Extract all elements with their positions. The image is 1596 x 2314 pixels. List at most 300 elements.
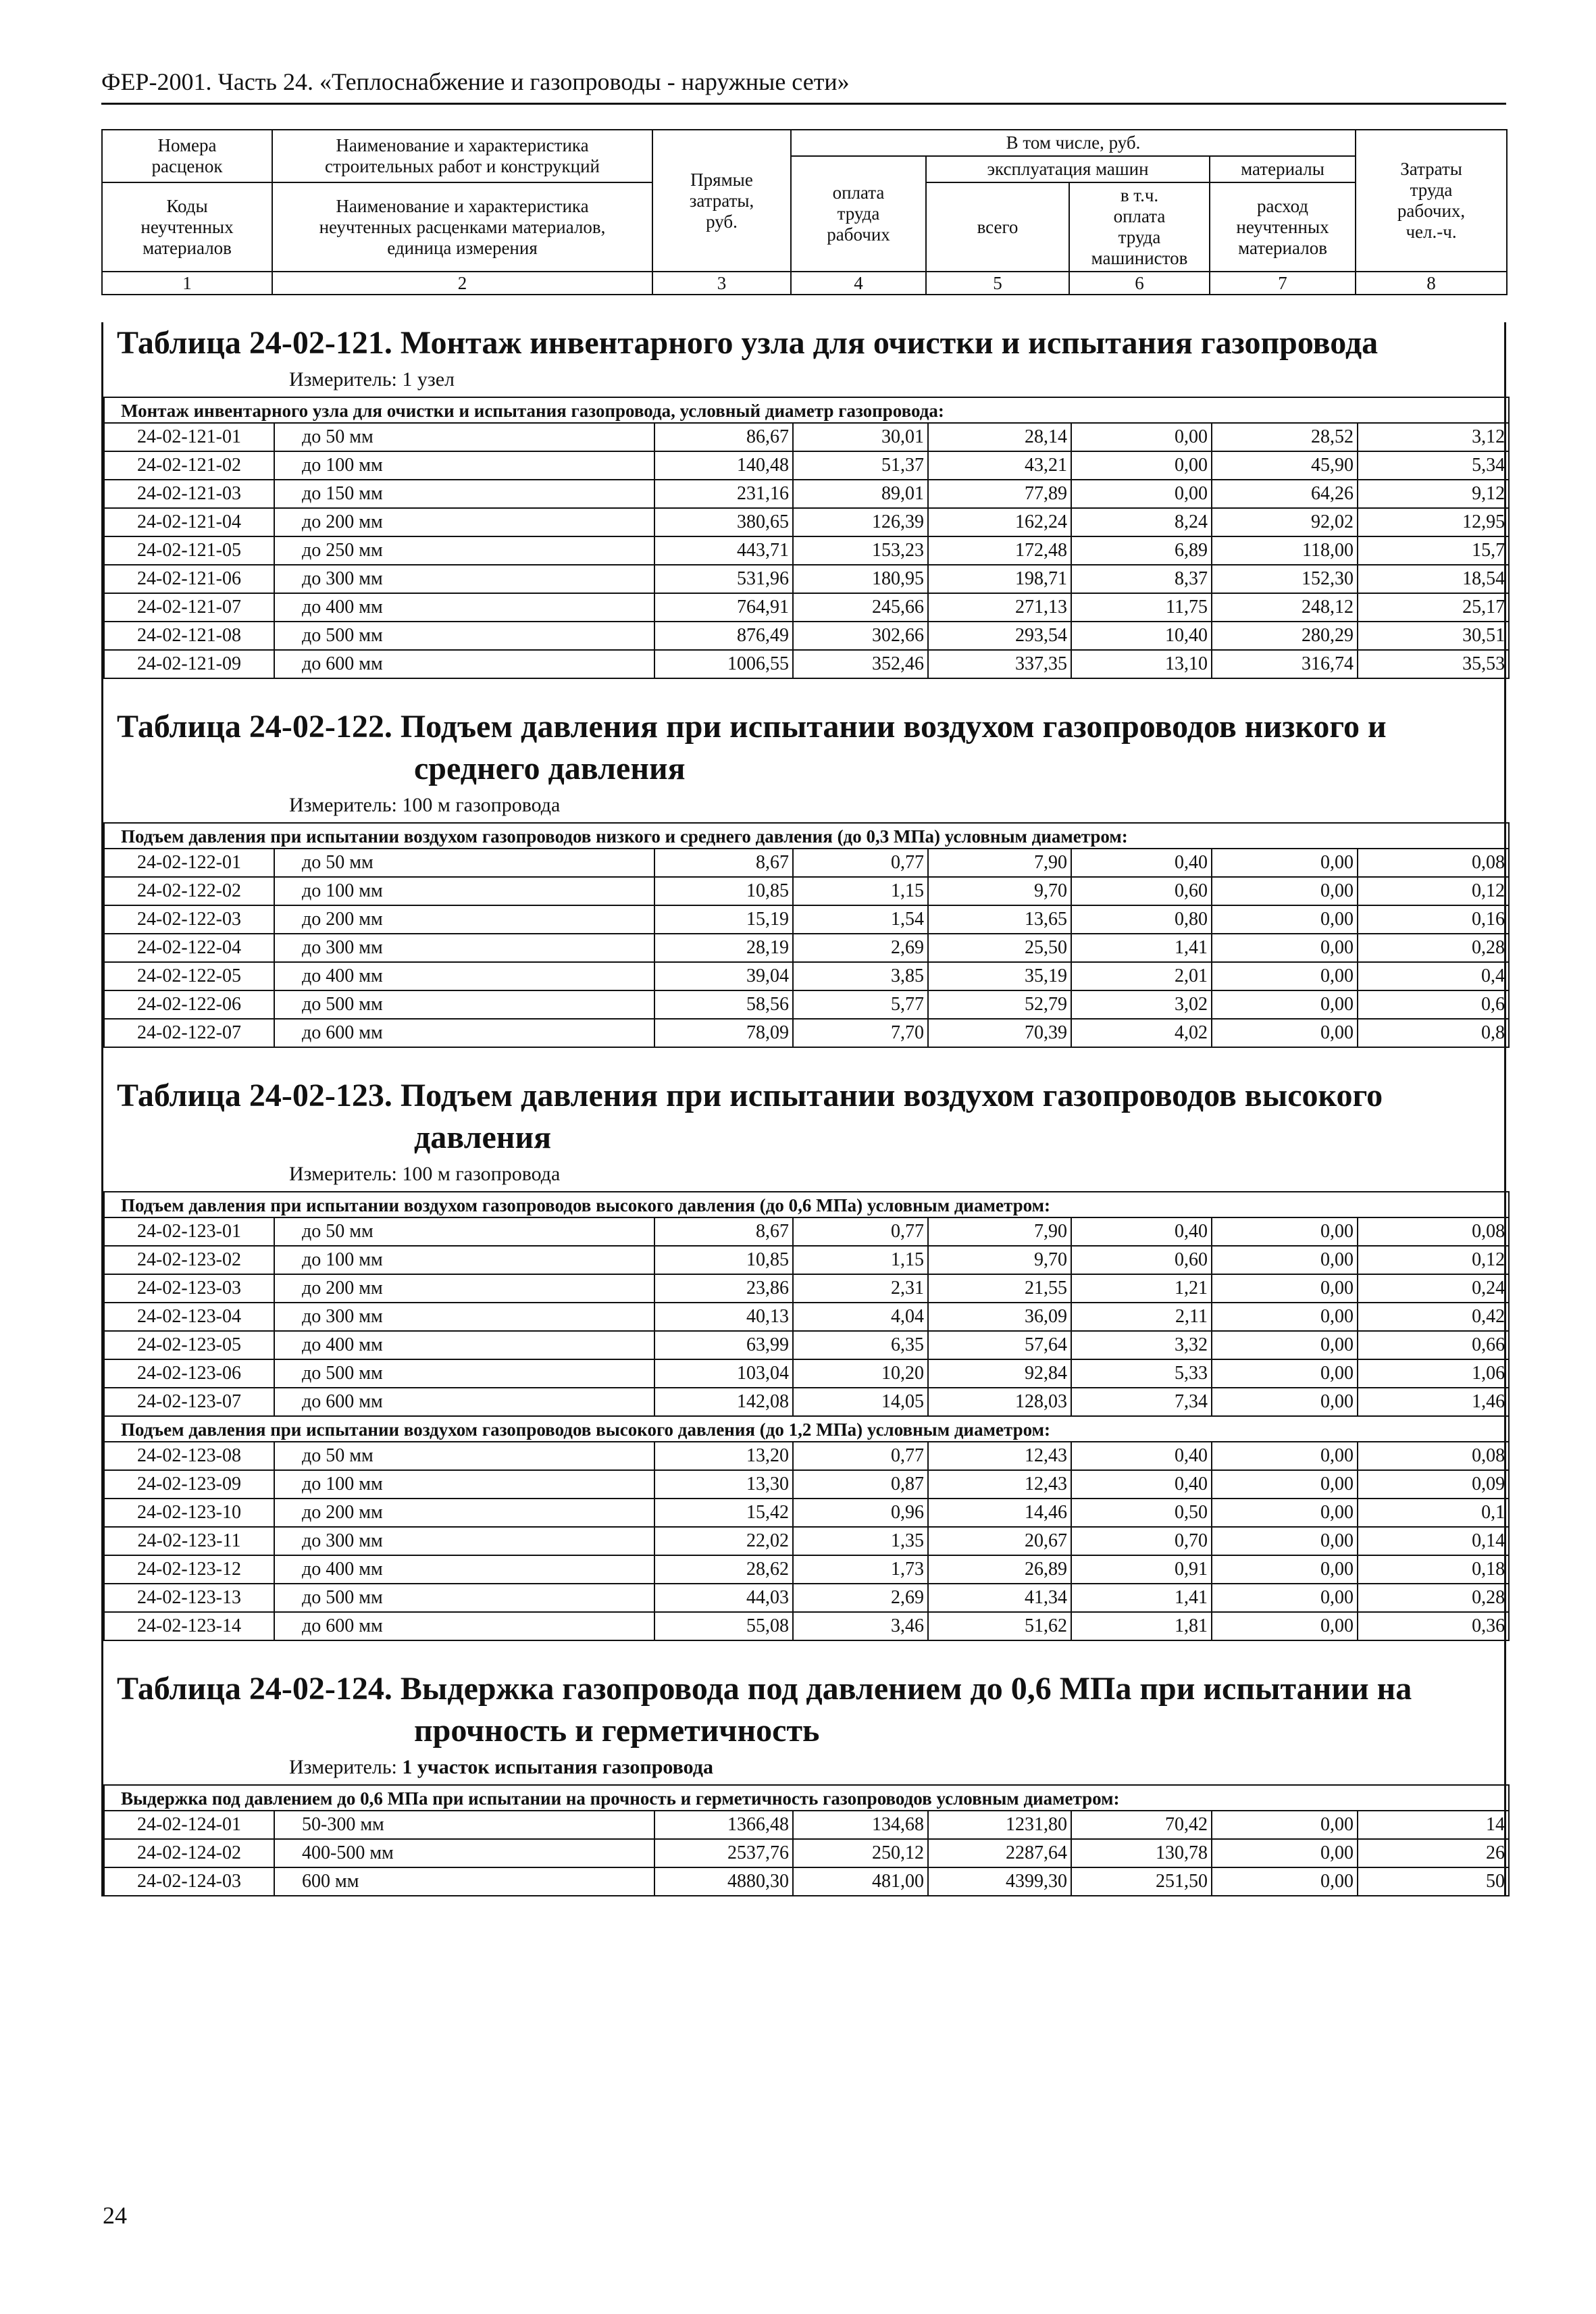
table-row	[104, 990, 1509, 1019]
direct-costs-cell: 55,08	[654, 1612, 793, 1640]
rate-code-cell: 24-02-122-05	[104, 962, 274, 990]
table-row	[104, 622, 1509, 650]
measurement-unit-value: 100 м газопровода	[402, 1163, 561, 1185]
rate-table	[103, 822, 1510, 1048]
rate-code-cell: 24-02-123-07	[104, 1388, 274, 1416]
labor-hours-cell: 25,17	[1358, 593, 1509, 622]
table-row	[104, 565, 1509, 593]
labor-hours-cell: 0,24	[1358, 1274, 1509, 1303]
materials-cost-cell: 118,00	[1212, 536, 1358, 565]
group-title: Монтаж инвентарного узла для очистки и испытания газопровода, условный диаметр газопровода:	[104, 397, 1509, 423]
header-col-number: 2	[272, 272, 652, 295]
work-name-cell: до 600 мм	[274, 1388, 654, 1416]
rate-code-cell: 24-02-122-02	[104, 877, 274, 905]
table-title-continuation: давления	[414, 1120, 552, 1155]
drivers-pay-cell: 2,01	[1071, 962, 1212, 990]
header-col-number: 6	[1069, 272, 1210, 295]
table-row	[104, 1612, 1509, 1640]
labor-pay-cell: 30,01	[793, 423, 928, 451]
labor-pay-cell: 0,77	[793, 849, 928, 877]
machines-total-cell: 9,70	[928, 1246, 1071, 1274]
rate-code-cell: 24-02-121-03	[104, 480, 274, 508]
group-header-row	[104, 1416, 1509, 1442]
labor-hours-cell: 30,51	[1358, 622, 1509, 650]
materials-cost-cell: 0,00	[1212, 1867, 1358, 1896]
drivers-pay-cell: 1,21	[1071, 1274, 1212, 1303]
labor-hours-cell: 0,08	[1358, 849, 1509, 877]
rate-code-cell: 24-02-121-09	[104, 650, 274, 678]
machines-total-cell: 25,50	[928, 934, 1071, 962]
labor-hours-cell: 0,36	[1358, 1612, 1509, 1640]
rate-table-section	[103, 1668, 1504, 1896]
machines-total-cell: 7,90	[928, 849, 1071, 877]
work-name-cell: до 150 мм	[274, 480, 654, 508]
rate-code-cell: 24-02-123-01	[104, 1217, 274, 1246]
measurement-unit-label: Измеритель:	[289, 1756, 397, 1778]
header-materials: материалы	[1210, 156, 1356, 182]
drivers-pay-cell: 0,91	[1071, 1555, 1212, 1584]
rate-code-cell: 24-02-123-09	[104, 1470, 274, 1499]
group-header-row	[104, 397, 1509, 423]
materials-cost-cell: 0,00	[1212, 1331, 1358, 1359]
table-title-text: Таблица 24-02-124. Выдержка газопровода под давлением до 0,6 МПа при испытании на	[117, 1671, 1412, 1707]
rate-table-section	[103, 706, 1504, 1048]
direct-costs-cell: 13,20	[654, 1442, 793, 1470]
labor-hours-cell: 35,53	[1358, 650, 1509, 678]
drivers-pay-cell: 130,78	[1071, 1839, 1212, 1867]
direct-costs-cell: 2537,76	[654, 1839, 793, 1867]
rate-code-cell: 24-02-121-02	[104, 451, 274, 480]
labor-pay-cell: 2,31	[793, 1274, 928, 1303]
work-name-cell: до 250 мм	[274, 536, 654, 565]
machines-total-cell: 128,03	[928, 1388, 1071, 1416]
work-name-cell: до 100 мм	[274, 877, 654, 905]
table-row	[104, 451, 1509, 480]
labor-pay-cell: 1,15	[793, 1246, 928, 1274]
rate-code-cell: 24-02-121-04	[104, 508, 274, 536]
work-name-cell: до 500 мм	[274, 622, 654, 650]
work-name-cell: 400-500 мм	[274, 1839, 654, 1867]
drivers-pay-cell: 6,89	[1071, 536, 1212, 565]
materials-cost-cell: 0,00	[1212, 877, 1358, 905]
labor-pay-cell: 352,46	[793, 650, 928, 678]
direct-costs-cell: 1006,55	[654, 650, 793, 678]
machines-total-cell: 28,14	[928, 423, 1071, 451]
drivers-pay-cell: 3,32	[1071, 1331, 1212, 1359]
direct-costs-cell: 44,03	[654, 1584, 793, 1612]
labor-hours-cell: 15,7	[1358, 536, 1509, 565]
drivers-pay-cell: 0,80	[1071, 905, 1212, 934]
rate-code-cell: 24-02-122-03	[104, 905, 274, 934]
table-row	[104, 1499, 1509, 1527]
drivers-pay-cell: 0,40	[1071, 1217, 1212, 1246]
direct-costs-cell: 1366,48	[654, 1811, 793, 1839]
direct-costs-cell: 531,96	[654, 565, 793, 593]
labor-hours-cell: 0,1	[1358, 1499, 1509, 1527]
measurement-unit-value: 100 м газопровода	[402, 794, 561, 816]
materials-cost-cell: 0,00	[1212, 1839, 1358, 1867]
direct-costs-cell: 876,49	[654, 622, 793, 650]
drivers-pay-cell: 0,70	[1071, 1527, 1212, 1555]
table-row	[104, 1867, 1509, 1896]
rate-code-cell: 24-02-122-01	[104, 849, 274, 877]
header-including: В том числе, руб.	[791, 130, 1356, 156]
drivers-pay-cell: 251,50	[1071, 1867, 1212, 1896]
header-material-names: Наименование и характеристика неучтенных расценками материалов, единица измерения	[272, 182, 652, 272]
labor-pay-cell: 134,68	[793, 1811, 928, 1839]
direct-costs-cell: 8,67	[654, 849, 793, 877]
drivers-pay-cell: 0,40	[1071, 849, 1212, 877]
work-name-cell: до 200 мм	[274, 1274, 654, 1303]
drivers-pay-cell: 0,60	[1071, 1246, 1212, 1274]
machines-total-cell: 21,55	[928, 1274, 1071, 1303]
machines-total-cell: 51,62	[928, 1612, 1071, 1640]
machines-total-cell: 20,67	[928, 1527, 1071, 1555]
group-title: Подъем давления при испытании воздухом газопроводов высокого давления (до 0,6 МПа) условным диаметром:	[104, 1192, 1509, 1217]
table-row	[104, 1274, 1509, 1303]
rate-code-cell: 24-02-123-12	[104, 1555, 274, 1584]
drivers-pay-cell: 0,40	[1071, 1470, 1212, 1499]
work-name-cell: до 200 мм	[274, 905, 654, 934]
rate-table-section	[103, 322, 1504, 679]
materials-cost-cell: 0,00	[1212, 1274, 1358, 1303]
labor-pay-cell: 153,23	[793, 536, 928, 565]
rate-code-cell: 24-02-123-13	[104, 1584, 274, 1612]
labor-hours-cell: 0,09	[1358, 1470, 1509, 1499]
labor-pay-cell: 481,00	[793, 1867, 928, 1896]
machines-total-cell: 41,34	[928, 1584, 1071, 1612]
work-name-cell: до 50 мм	[274, 1217, 654, 1246]
rate-table	[103, 1784, 1510, 1896]
page-number: 24	[103, 2202, 127, 2229]
work-name-cell: до 500 мм	[274, 990, 654, 1019]
work-name-cell: до 400 мм	[274, 962, 654, 990]
machines-total-cell: 337,35	[928, 650, 1071, 678]
machines-total-cell: 1231,80	[928, 1811, 1071, 1839]
measurement-unit	[103, 1756, 1504, 1779]
table-row	[104, 1217, 1509, 1246]
machines-total-cell: 77,89	[928, 480, 1071, 508]
rate-code-cell: 24-02-122-06	[104, 990, 274, 1019]
labor-hours-cell: 18,54	[1358, 565, 1509, 593]
labor-hours-cell: 9,12	[1358, 480, 1509, 508]
header-col-number: 4	[791, 272, 926, 295]
work-name-cell: до 400 мм	[274, 1555, 654, 1584]
labor-hours-cell: 0,28	[1358, 934, 1509, 962]
materials-cost-cell: 0,00	[1212, 1388, 1358, 1416]
table-row	[104, 536, 1509, 565]
work-name-cell: до 500 мм	[274, 1584, 654, 1612]
machines-total-cell: 57,64	[928, 1331, 1071, 1359]
drivers-pay-cell: 0,00	[1071, 451, 1212, 480]
direct-costs-cell: 58,56	[654, 990, 793, 1019]
materials-cost-cell: 0,00	[1212, 1612, 1358, 1640]
drivers-pay-cell: 0,00	[1071, 480, 1212, 508]
table-row	[104, 1388, 1509, 1416]
work-name-cell: до 50 мм	[274, 849, 654, 877]
materials-cost-cell: 0,00	[1212, 1019, 1358, 1047]
table-row	[104, 905, 1509, 934]
work-name-cell: до 400 мм	[274, 593, 654, 622]
rate-table	[103, 397, 1510, 679]
materials-cost-cell: 0,00	[1212, 1811, 1358, 1839]
header-direct-costs: Прямые затраты, руб.	[652, 130, 791, 272]
machines-total-cell: 4399,30	[928, 1867, 1071, 1896]
direct-costs-cell: 103,04	[654, 1359, 793, 1388]
header-col-number: 1	[102, 272, 272, 295]
direct-costs-cell: 8,67	[654, 1217, 793, 1246]
work-name-cell: до 100 мм	[274, 1246, 654, 1274]
header-col-number: 8	[1356, 272, 1507, 295]
machines-total-cell: 12,43	[928, 1470, 1071, 1499]
table-row	[104, 650, 1509, 678]
drivers-pay-cell: 7,34	[1071, 1388, 1212, 1416]
labor-pay-cell: 5,77	[793, 990, 928, 1019]
labor-pay-cell: 180,95	[793, 565, 928, 593]
labor-hours-cell: 50	[1358, 1867, 1509, 1896]
machines-total-cell: 26,89	[928, 1555, 1071, 1584]
machines-total-cell: 92,84	[928, 1359, 1071, 1388]
materials-cost-cell: 152,30	[1212, 565, 1358, 593]
labor-hours-cell: 0,12	[1358, 877, 1509, 905]
materials-cost-cell: 0,00	[1212, 1359, 1358, 1388]
rate-code-cell: 24-02-122-07	[104, 1019, 274, 1047]
drivers-pay-cell: 5,33	[1071, 1359, 1212, 1388]
rate-code-cell: 24-02-121-01	[104, 423, 274, 451]
labor-hours-cell: 3,12	[1358, 423, 1509, 451]
measurement-unit	[103, 368, 1504, 391]
header-rate-numbers: Номера расценок	[102, 130, 272, 182]
labor-hours-cell: 14	[1358, 1811, 1509, 1839]
labor-pay-cell: 10,20	[793, 1359, 928, 1388]
table-title	[103, 1668, 1504, 1752]
work-name-cell: до 300 мм	[274, 1527, 654, 1555]
column-header-table	[101, 129, 1508, 295]
materials-cost-cell: 0,00	[1212, 1303, 1358, 1331]
drivers-pay-cell: 1,81	[1071, 1612, 1212, 1640]
rate-code-cell: 24-02-123-14	[104, 1612, 274, 1640]
table-title-continuation: среднего давления	[414, 751, 686, 786]
direct-costs-cell: 4880,30	[654, 1867, 793, 1896]
table-title	[103, 1075, 1504, 1159]
direct-costs-cell: 22,02	[654, 1527, 793, 1555]
rate-code-cell: 24-02-123-08	[104, 1442, 274, 1470]
drivers-pay-cell: 70,42	[1071, 1811, 1212, 1839]
labor-hours-cell: 0,6	[1358, 990, 1509, 1019]
direct-costs-cell: 39,04	[654, 962, 793, 990]
rate-code-cell: 24-02-123-03	[104, 1274, 274, 1303]
labor-hours-cell: 0,42	[1358, 1303, 1509, 1331]
drivers-pay-cell: 4,02	[1071, 1019, 1212, 1047]
materials-cost-cell: 0,00	[1212, 1527, 1358, 1555]
group-header-row	[104, 1785, 1509, 1811]
drivers-pay-cell: 2,11	[1071, 1303, 1212, 1331]
table-row	[104, 877, 1509, 905]
direct-costs-cell: 86,67	[654, 423, 793, 451]
drivers-pay-cell: 0,40	[1071, 1442, 1212, 1470]
labor-pay-cell: 7,70	[793, 1019, 928, 1047]
table-row	[104, 1019, 1509, 1047]
table-row	[104, 1584, 1509, 1612]
drivers-pay-cell: 8,37	[1071, 565, 1212, 593]
labor-pay-cell: 2,69	[793, 1584, 928, 1612]
materials-cost-cell: 316,74	[1212, 650, 1358, 678]
labor-hours-cell: 0,66	[1358, 1331, 1509, 1359]
direct-costs-cell: 15,42	[654, 1499, 793, 1527]
direct-costs-cell: 443,71	[654, 536, 793, 565]
materials-cost-cell: 0,00	[1212, 990, 1358, 1019]
labor-pay-cell: 0,77	[793, 1442, 928, 1470]
rate-code-cell: 24-02-121-06	[104, 565, 274, 593]
labor-hours-cell: 0,18	[1358, 1555, 1509, 1584]
tables-container	[101, 322, 1506, 1896]
labor-pay-cell: 1,15	[793, 877, 928, 905]
materials-cost-cell: 28,52	[1212, 423, 1358, 451]
direct-costs-cell: 63,99	[654, 1331, 793, 1359]
work-name-cell: 50-300 мм	[274, 1811, 654, 1839]
machines-total-cell: 43,21	[928, 451, 1071, 480]
rate-code-cell: 24-02-122-04	[104, 934, 274, 962]
header-unaccounted-materials: расход неучтенных материалов	[1210, 182, 1356, 272]
direct-costs-cell: 764,91	[654, 593, 793, 622]
materials-cost-cell: 0,00	[1212, 1442, 1358, 1470]
work-name-cell: до 50 мм	[274, 423, 654, 451]
header-col-number: 7	[1210, 272, 1356, 295]
direct-costs-cell: 78,09	[654, 1019, 793, 1047]
machines-total-cell: 172,48	[928, 536, 1071, 565]
labor-pay-cell: 4,04	[793, 1303, 928, 1331]
table-row	[104, 934, 1509, 962]
materials-cost-cell: 0,00	[1212, 962, 1358, 990]
labor-hours-cell: 0,8	[1358, 1019, 1509, 1047]
labor-hours-cell: 5,34	[1358, 451, 1509, 480]
labor-pay-cell: 250,12	[793, 1839, 928, 1867]
rate-code-cell: 24-02-123-06	[104, 1359, 274, 1388]
work-name-cell: до 500 мм	[274, 1359, 654, 1388]
measurement-unit-value: 1 узел	[402, 368, 455, 391]
work-name-cell: 600 мм	[274, 1867, 654, 1896]
header-material-codes: Коды неучтенных материалов	[102, 182, 272, 272]
machines-total-cell: 9,70	[928, 877, 1071, 905]
work-name-cell: до 600 мм	[274, 650, 654, 678]
table-title-text: Таблица 24-02-123. Подъем давления при испытании воздухом газопроводов высокого	[117, 1078, 1383, 1113]
rate-code-cell: 24-02-123-10	[104, 1499, 274, 1527]
work-name-cell: до 600 мм	[274, 1019, 654, 1047]
table-title-continuation: прочность и герметичность	[414, 1713, 820, 1749]
header-drivers-pay: в т.ч. оплата труда машинистов	[1069, 182, 1210, 272]
machines-total-cell: 36,09	[928, 1303, 1071, 1331]
drivers-pay-cell: 10,40	[1071, 622, 1212, 650]
materials-cost-cell: 0,00	[1212, 1499, 1358, 1527]
drivers-pay-cell: 13,10	[1071, 650, 1212, 678]
table-row	[104, 423, 1509, 451]
table-row	[104, 1442, 1509, 1470]
table-row	[104, 849, 1509, 877]
materials-cost-cell: 0,00	[1212, 1470, 1358, 1499]
work-name-cell: до 100 мм	[274, 451, 654, 480]
work-name-cell: до 100 мм	[274, 1470, 654, 1499]
table-row	[104, 1470, 1509, 1499]
rate-code-cell: 24-02-123-11	[104, 1527, 274, 1555]
rate-code-cell: 24-02-121-07	[104, 593, 274, 622]
work-name-cell: до 600 мм	[274, 1612, 654, 1640]
labor-hours-cell: 0,16	[1358, 905, 1509, 934]
measurement-unit	[103, 794, 1504, 817]
machines-total-cell: 162,24	[928, 508, 1071, 536]
labor-hours-cell: 26	[1358, 1839, 1509, 1867]
group-title: Выдержка под давлением до 0,6 МПа при испытании на прочность и герметичность газопроводов условным диаметром:	[104, 1785, 1509, 1811]
labor-hours-cell: 0,08	[1358, 1217, 1509, 1246]
materials-cost-cell: 0,00	[1212, 849, 1358, 877]
direct-costs-cell: 142,08	[654, 1388, 793, 1416]
header-machines-total: всего	[926, 182, 1069, 272]
direct-costs-cell: 23,86	[654, 1274, 793, 1303]
work-name-cell: до 300 мм	[274, 1303, 654, 1331]
header-labor-hours: Затраты труда рабочих, чел.-ч.	[1356, 130, 1507, 272]
table-row	[104, 962, 1509, 990]
labor-hours-cell: 0,4	[1358, 962, 1509, 990]
drivers-pay-cell: 3,02	[1071, 990, 1212, 1019]
labor-pay-cell: 1,54	[793, 905, 928, 934]
header-work-name: Наименование и характеристика строительных работ и конструкций	[272, 130, 652, 182]
machines-total-cell: 52,79	[928, 990, 1071, 1019]
table-row	[104, 1246, 1509, 1274]
direct-costs-cell: 28,62	[654, 1555, 793, 1584]
table-row	[104, 1839, 1509, 1867]
table-title-text: Таблица 24-02-122. Подъем давления при испытании воздухом газопроводов низкого и	[117, 709, 1387, 745]
rate-code-cell: 24-02-124-01	[104, 1811, 274, 1839]
rate-code-cell: 24-02-123-02	[104, 1246, 274, 1274]
labor-pay-cell: 14,05	[793, 1388, 928, 1416]
work-name-cell: до 300 мм	[274, 934, 654, 962]
table-row	[104, 1359, 1509, 1388]
labor-hours-cell: 0,14	[1358, 1527, 1509, 1555]
group-header-row	[104, 1192, 1509, 1217]
materials-cost-cell: 280,29	[1212, 622, 1358, 650]
rate-code-cell: 24-02-124-02	[104, 1839, 274, 1867]
table-row	[104, 1555, 1509, 1584]
labor-hours-cell: 1,06	[1358, 1359, 1509, 1388]
header-col-number: 3	[652, 272, 791, 295]
rate-code-cell: 24-02-121-05	[104, 536, 274, 565]
machines-total-cell: 271,13	[928, 593, 1071, 622]
machines-total-cell: 13,65	[928, 905, 1071, 934]
work-name-cell: до 200 мм	[274, 508, 654, 536]
machines-total-cell: 35,19	[928, 962, 1071, 990]
direct-costs-cell: 40,13	[654, 1303, 793, 1331]
materials-cost-cell: 0,00	[1212, 934, 1358, 962]
machines-total-cell: 7,90	[928, 1217, 1071, 1246]
machines-total-cell: 70,39	[928, 1019, 1071, 1047]
labor-pay-cell: 1,35	[793, 1527, 928, 1555]
materials-cost-cell: 92,02	[1212, 508, 1358, 536]
labor-pay-cell: 0,77	[793, 1217, 928, 1246]
materials-cost-cell: 64,26	[1212, 480, 1358, 508]
work-name-cell: до 300 мм	[274, 565, 654, 593]
header-machines: эксплуатация машин	[926, 156, 1210, 182]
measurement-unit-label: Измеритель:	[289, 794, 397, 816]
rate-code-cell: 24-02-123-04	[104, 1303, 274, 1331]
direct-costs-cell: 10,85	[654, 877, 793, 905]
direct-costs-cell: 140,48	[654, 451, 793, 480]
rate-table-section	[103, 1075, 1504, 1641]
materials-cost-cell: 248,12	[1212, 593, 1358, 622]
drivers-pay-cell: 11,75	[1071, 593, 1212, 622]
direct-costs-cell: 28,19	[654, 934, 793, 962]
header-labor-pay: оплата труда рабочих	[791, 156, 926, 272]
work-name-cell: до 200 мм	[274, 1499, 654, 1527]
drivers-pay-cell: 0,60	[1071, 877, 1212, 905]
